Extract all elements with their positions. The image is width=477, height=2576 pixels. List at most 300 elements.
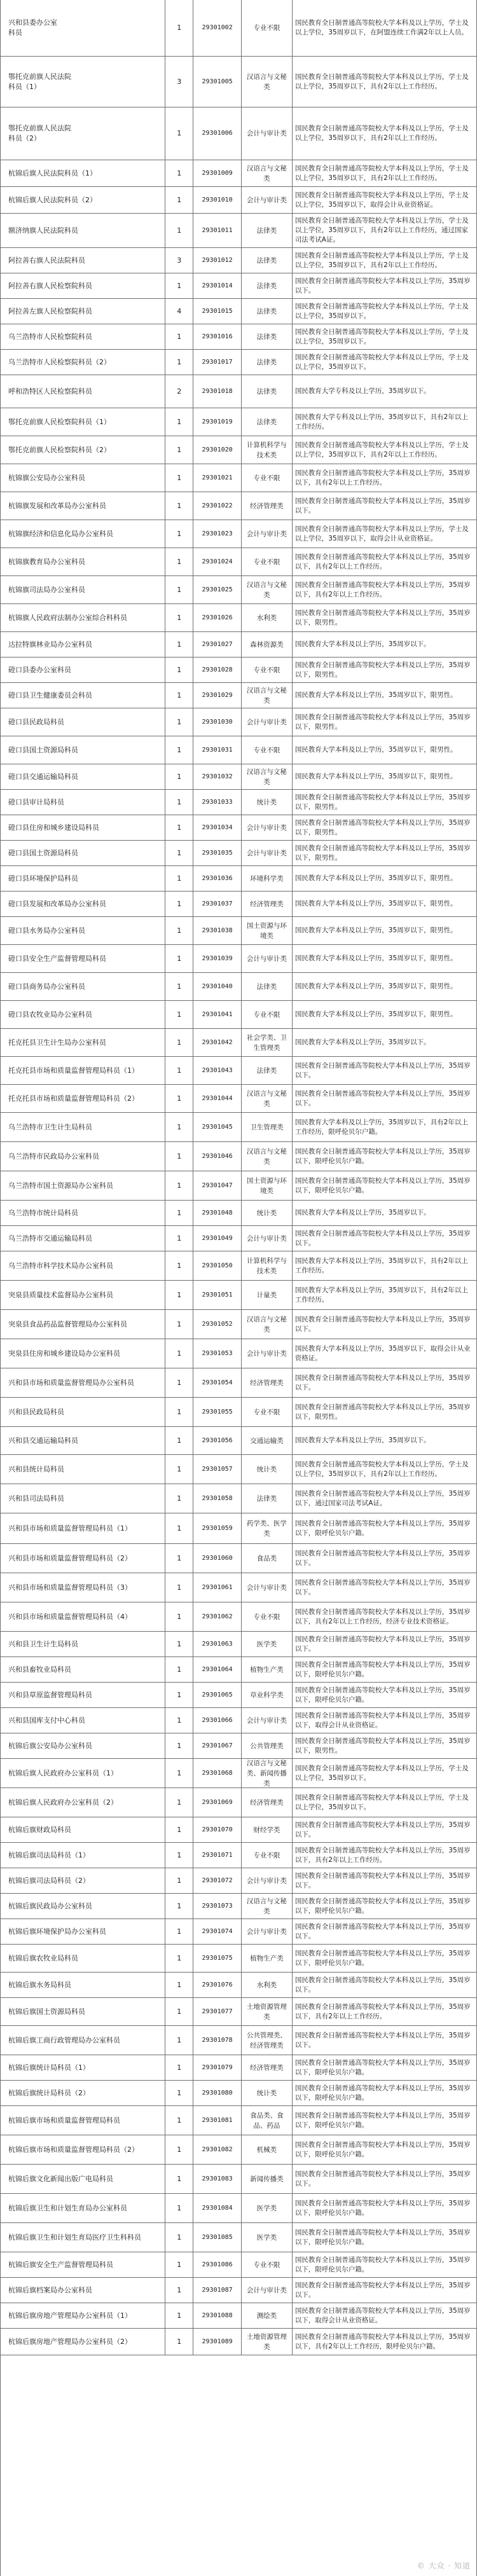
table-row [1,1544,476,1573]
major-cell: 经济管理类 [242,892,293,916]
requirements-cell: 国民教育全日制普通高等院校大学本科及以上学历，35周岁以下，限呼伦贝尔户籍。 [294,1519,471,1537]
table-row [1,0,476,57]
position-code-cell: 29301058 [193,1484,242,1513]
requirements-cell: 国民教育全日制普通高等院校大学本科及以上学历，学士及以上学位，35周岁以下，取得会计从业资格证。 [294,525,469,542]
major-cell: 水利类 [242,1973,293,1997]
headcount-cell: 1 [165,2055,193,2080]
headcount-cell: 1 [165,0,193,56]
table-row [1,1843,476,1868]
requirements-cell: 国民教育大学本科及以上学历，35周岁以下。 [294,1038,431,1046]
unit-position-cell: 突泉县质量技术监督局办公室科员 [1,1281,165,1309]
table-row [1,248,476,273]
headcount-cell: 1 [165,917,193,944]
major-cell: 法律类 [242,324,293,349]
unit-position-cell: 杭锦后旗统计局科员（2） [1,2081,165,2105]
position-code-cell: 29301033 [193,790,242,815]
requirements-cell: 国民教育全日制普通高等院校大学本科及以上学历，学士及以上学位，35周岁以下。 [294,302,469,320]
requirements-cell: 国民教育全日制普通高等院校大学本科及以上学历，35周岁以下，限呼伦贝尔户籍。 [294,2228,471,2246]
position-code-cell: 29301088 [193,2303,242,2328]
unit-position-cell: 杭锦后旗财政局科员 [1,1817,165,1842]
table-row [1,1427,476,1455]
table-row [1,214,476,248]
table-row [1,632,476,658]
position-code-cell: 29301017 [193,350,242,375]
requirements-cell: 国民教育全日制普通高等院校大学本科及以上学历，35周岁以下。 [294,1976,471,1994]
table-row [1,436,476,464]
position-code-cell: 29301068 [193,1759,242,1787]
headcount-cell: 1 [165,1544,193,1573]
headcount-cell: 1 [165,2026,193,2055]
position-code-cell: 29301043 [193,1057,242,1084]
position-code-cell: 29301076 [193,1973,242,1997]
position-code-cell: 29301087 [193,2278,242,2303]
position-code-cell: 29301070 [193,1817,242,1842]
table-row [1,1171,476,1201]
unit-position-cell: 杭锦后旗房地产管理局办公室科员（2） [1,2329,165,2355]
requirements-cell: 国民教育大学本科及以上学历，35周岁以下，具有2年以上工作经历。 [294,1286,468,1304]
headcount-cell: 1 [165,1788,193,1817]
headcount-cell: 3 [165,248,193,273]
requirements-cell: 国民教育大学专科及以上学历，35周岁以下。 [294,387,431,395]
position-code-cell: 29301039 [193,945,242,972]
major-cell: 会计与审计类 [242,708,293,736]
requirements-cell: 国民教育大学本科及以上学历，35周岁以下，限男性。 [294,900,457,907]
requirements-cell: 国民教育全日制普通高等院校大学本科及以上学历，35周岁以下，限男性。 [294,1403,471,1421]
position-code-cell: 29301064 [193,1657,242,1682]
requirements-cell: 国民教育全日制普通高等院校大学本科及以上学历，35周岁以下。 [294,2281,471,2299]
requirements-cell: 国民教育全日制普通高等院校大学本科及以上学历，35周岁以下，具有2年以上工作经历。 [294,1846,471,1864]
major-cell: 药学类、医学类 [242,1513,293,1543]
major-cell: 法律类 [242,273,293,298]
unit-position-cell: 突泉县住房和城乡建设局办公室科员 [1,1339,165,1368]
table-row [1,324,476,350]
position-code-cell: 29301037 [193,892,242,916]
table-row [1,1513,476,1544]
headcount-cell: 1 [165,548,193,575]
major-cell: 机械类 [242,2135,293,2164]
table-row [1,57,476,107]
headcount-cell: 1 [165,1632,193,1656]
unit-position-cell: 达拉特旗林业局办公室科员 [1,632,165,657]
major-cell: 汉语言与文秘类 [242,1085,293,1112]
major-cell: 法律类 [242,973,293,1000]
unit-position-cell: 兴和县卫生计生局科员 [1,1632,165,1656]
requirements-cell: 国民教育全日制普通高等院校大学本科及以上学历，35周岁以下。 [294,1315,471,1333]
position-code-cell: 29301035 [193,841,242,865]
major-cell: 统计类 [242,2081,293,2105]
requirements-cell: 国民教育全日制普通高等院校大学本科及以上学历，35周岁以下，限呼伦贝尔户籍。 [294,2084,471,2102]
requirements-cell: 国民教育全日制普通高等院校大学本科及以上学历，35周岁以下。 [294,497,471,514]
position-code-cell: 29301057 [193,1455,242,1484]
headcount-cell: 1 [165,708,193,736]
headcount-cell: 1 [165,1226,193,1251]
major-cell: 医学类 [242,2194,293,2222]
position-code-cell: 29301032 [193,764,242,789]
major-cell: 统计类 [242,790,293,815]
headcount-cell: 1 [165,2106,193,2135]
table-row [1,2135,476,2165]
requirements-cell: 国民教育全日制普通高等院校大学本科及以上学历，35周岁以下，限呼伦贝尔户籍。 [294,1949,471,1967]
unit-position-cell: 托克托县市场和质量监督管理局科员（1） [1,1057,165,1084]
position-code-cell: 29301045 [193,1113,242,1141]
position-code-cell: 29301075 [193,1945,242,1972]
position-code-cell: 29301079 [193,2055,242,2080]
major-cell: 测绘类 [242,2303,293,2328]
requirements-cell: 国民教育全日制普通高等院校大学本科及以上学历，35周岁以下。 [294,1549,471,1567]
unit-position-cell: 乌兰浩特市人民检察院科员（2） [1,350,165,375]
table-row [1,1201,476,1226]
major-cell: 会计与审计类 [242,2278,293,2303]
table-row [1,1998,476,2026]
table-row [1,2026,476,2055]
position-code-cell: 29301018 [193,375,242,408]
headcount-cell: 1 [165,1085,193,1112]
unit-position-cell: 兴和县国库支付中心科员 [1,1708,165,1733]
unit-position-cell: 杭锦后旗工商行政管理局办公室科员 [1,2026,165,2055]
unit-position-cell: 磴口县卫生健康委员会科员 [1,683,165,708]
unit-position-cell: 磴口县环境保护局科员 [1,866,165,891]
position-code-cell: 29301080 [193,2081,242,2105]
table-row [1,1398,476,1427]
position-code-cell: 29301026 [193,604,242,631]
major-cell: 法律类 [242,1484,293,1513]
headcount-cell: 1 [165,2135,193,2164]
position-code-cell: 29301006 [193,107,242,160]
unit-position-cell: 乌兰浩特市卫生计生局科员 [1,1113,165,1141]
table-row [1,1708,476,1733]
unit-position-cell: 杭锦旗公安局办公室科员 [1,464,165,492]
unit-position-cell: 杭锦后旗水务局科员 [1,1973,165,1997]
major-cell: 统计类 [242,1201,293,1225]
major-cell: 新闻传播类 [242,2165,293,2193]
requirements-cell: 国民教育全日制普通高等院校大学本科及以上学历，35周岁以下，通过国家司法考试A证。 [294,1489,471,1507]
headcount-cell: 1 [165,2278,193,2303]
requirements-cell: 国民教育全日制普通高等院校大学本科及以上学历，35周岁以下，限呼伦贝尔户籍。 [294,2256,471,2273]
headcount-cell: 1 [165,736,193,764]
table-row [1,1817,476,1843]
unit-position-cell: 额济纳旗人民法院科员 [1,214,165,247]
position-code-cell: 29301084 [193,2194,242,2222]
unit-position-cell: 杭锦后旗文化新闻出版广电局科员 [1,2165,165,2193]
requirements-cell: 国民教育全日制普通高等院校大学本科及以上学历，35周岁以下，限男性。 [294,609,471,626]
position-code-cell: 29301083 [193,2165,242,2193]
unit-position-cell: 磴口县商务局办公室科员 [1,973,165,1000]
table-row [1,2278,476,2303]
requirements-cell: 国民教育大学本科及以上学历，35周岁以下，限男性。 [294,926,457,934]
unit-position-cell: 杭锦后旗档案局办公室科员 [1,2278,165,2303]
position-code-cell: 29301086 [193,2252,242,2277]
unit-position-cell: 杭锦后旗安全生产监督管理局科员 [1,2252,165,2277]
unit-position-cell: 兴和县市场和质量监督管理局科员（4） [1,1602,165,1631]
unit-position-cell: 乌兰浩特市交通运输局科员 [1,1226,165,1251]
table-row [1,1894,476,1919]
unit-position-cell: 杭锦后旗司法局科员（1） [1,1843,165,1868]
unit-position-cell: 杭锦后旗人民法院科员（2） [1,187,165,213]
major-cell: 汉语言与文秘类 [242,57,293,107]
major-cell: 植物生产类 [242,1945,293,1972]
headcount-cell: 1 [165,1427,193,1454]
position-code-cell: 29301011 [193,214,242,247]
major-cell: 汉语言与文秘类 [242,576,293,603]
requirements-cell: 国民教育全日制普通高等院校大学本科及以上学历，学士及以上学位，35周岁以下，具有2年以上工作经历。 [294,164,469,182]
headcount-cell: 1 [165,1573,193,1602]
position-code-cell: 29301052 [193,1310,242,1339]
unit-position-cell: 兴和县司法局科员 [1,1484,165,1513]
position-code-cell: 29301036 [193,866,242,891]
unit-position-cell: 鄂托克前旗人民检察院科员（1） [1,408,165,436]
headcount-cell: 1 [165,1817,193,1842]
position-code-cell: 29301009 [193,160,242,186]
requirements-cell: 国民教育全日制普通高等院校大学本科及以上学历，35周岁以下，限呼伦贝尔户籍。 [294,2140,471,2158]
position-code-cell: 29301015 [193,299,242,324]
position-code-cell: 29301019 [193,408,242,436]
table-row [1,1919,476,1945]
table-row [1,2106,476,2135]
major-cell: 法律类 [242,408,293,436]
table-row [1,548,476,576]
unit-position-cell: 兴和县民政局科员 [1,1398,165,1426]
major-cell: 经济管理类 [242,492,293,520]
table-row [1,973,476,1001]
requirements-cell: 国民教育全日制普通高等院校大学本科及以上学历，35周岁以下，限呼伦贝尔户籍。 [294,1897,471,1915]
requirements-cell: 国民教育全日制普通高等院校大学本科及以上学历，学士及以上学位，35周岁以下，具有2年以上工作经历。 [294,125,469,142]
requirements-cell: 国民教育全日制普通高等院校大学本科及以上学历，35周岁以下，限呼伦贝尔户籍。 [294,2111,471,2129]
headcount-cell: 1 [165,866,193,891]
position-code-cell: 29301047 [193,1171,242,1200]
major-cell: 会计与审计类 [242,1339,293,1368]
requirements-cell: 国民教育全日制普通高等院校大学本科及以上学历，35周岁以下，限呼伦贝尔户籍。 [294,1686,471,1704]
table-row [1,1945,476,1973]
unit-position-cell: 杭锦后旗环境保护局办公室科员 [1,1919,165,1944]
major-cell: 汉语言与文秘类 [242,764,293,789]
requirements-cell: 国民教育全日制普通高等院校大学本科及以上学历，35周岁以下，具有2年以上工作经历。 [294,581,471,598]
table-row [1,1484,476,1513]
headcount-cell: 1 [165,1945,193,1972]
headcount-cell: 1 [165,1998,193,2025]
table-row [1,2194,476,2223]
table-row [1,658,476,683]
table-row [1,1339,476,1368]
major-cell: 汉语言与文秘类 [242,1142,293,1171]
major-cell: 法律类 [242,248,293,273]
requirements-cell: 国民教育全日制普通高等院校大学本科及以上学历，学士及以上学位，35周岁以下，在阿盟连续工作满2年以上人员。 [294,19,469,36]
table-row [1,492,476,520]
headcount-cell: 1 [165,1759,193,1787]
headcount-cell: 1 [165,1843,193,1868]
table-row [1,1085,476,1113]
unit-position-cell: 杭锦后旗人民政府办公室科员（1） [1,1759,165,1787]
position-code-cell: 29301021 [193,464,242,492]
unit-position-cell: 兴和县市场和质量监督管理局办公室科员 [1,1368,165,1397]
major-cell: 汉语言与文秘类、新闻传播类 [242,1759,293,1787]
requirements-cell: 国民教育全日制普通高等院校大学本科及以上学历，35周岁以下，具有2年以上工作经历，经济专业技术资格证。 [294,1608,471,1625]
watermark: © 大众 · 知道 [417,2561,471,2570]
headcount-cell: 1 [165,1171,193,1200]
requirements-cell: 国民教育全日制普通高等院校大学本科及以上学历，35周岁以下，限男性。 [294,661,471,678]
headcount-cell: 1 [165,1142,193,1171]
headcount-cell: 1 [165,324,193,349]
unit-position-cell: 磴口县农牧业局办公室科员 [1,1001,165,1028]
unit-position-cell: 杭锦后旗司法局科员（2） [1,1868,165,1893]
table-row [1,1632,476,1657]
major-cell: 汉语言与文秘类 [242,683,293,708]
headcount-cell: 1 [165,2194,193,2222]
unit-position-cell: 托克托县卫生计生局办公室科员 [1,1029,165,1056]
requirements-cell: 国民教育全日制普通高等院校大学本科及以上学历，学士及以上学位，35周岁以下，取得会计从业资格证。 [294,191,469,209]
requirements-cell: 国民教育全日制普通高等院校大学本科及以上学历，学士及以上学位，35周岁以下。 [294,353,469,371]
unit-position-cell: 兴和县草原监督管理局科员 [1,1683,165,1707]
table-row [1,1029,476,1057]
headcount-cell: 1 [165,1398,193,1426]
unit-position-cell: 磴口县交通运输局科员 [1,764,165,789]
table-row [1,604,476,632]
table-row [1,1657,476,1683]
requirements-cell: 国民教育大学本科及以上学历，35周岁以下，取得会计从业资格证。 [294,1344,471,1362]
position-code-cell: 29301077 [193,1998,242,2025]
headcount-cell: 1 [165,408,193,436]
major-cell: 专业不限 [242,736,293,764]
table-row [1,1733,476,1759]
requirements-cell: 国民教育全日制普通高等院校大学本科及以上学历，35周岁以下，限男性。 [294,713,471,731]
requirements-cell: 国民教育大学本科及以上学历，35周岁以下。 [294,640,431,648]
unit-position-cell: 杭锦旗人民政府法制办公室综合科科员 [1,604,165,631]
table-row [1,866,476,892]
major-cell: 土地资源管理类 [242,1998,293,2025]
requirements-cell: 国民教育全日制普通高等院校大学本科及以上学历，35周岁以下。 [294,1578,471,1596]
position-code-cell: 29301062 [193,1602,242,1631]
table-row [1,1868,476,1894]
position-code-cell: 29301044 [193,1085,242,1112]
table-row [1,2303,476,2329]
position-code-cell: 29301005 [193,57,242,107]
position-code-cell: 29301041 [193,1001,242,1028]
major-cell: 会计与审计类 [242,1708,293,1733]
major-cell: 专业不限 [242,1602,293,1631]
position-code-cell: 29301012 [193,248,242,273]
unit-position-cell: 突泉县食品药品监督管理局办公室科员 [1,1310,165,1339]
headcount-cell: 1 [165,1001,193,1028]
headcount-cell: 1 [165,1919,193,1944]
table-row [1,815,476,841]
headcount-cell: 1 [165,1368,193,1397]
major-cell: 公共管理类、经济管理类 [242,2026,293,2055]
requirements-cell: 国民教育大学本科及以上学历，35周岁以下，限男性。 [294,773,457,780]
unit-position-cell: 兴和县统计局科员 [1,1455,165,1484]
table-row [1,2329,476,2355]
unit-position-cell: 杭锦后旗市场和质量监督管理局科员 [1,2106,165,2135]
headcount-cell: 1 [165,214,193,247]
table-row [1,2252,476,2278]
requirements-cell: 国民教育大学本科及以上学历，35周岁以下，具有2年以上工作经历。 [294,1257,468,1274]
requirements-cell: 国民教育全日制普通高等院校大学本科及以上学历，35周岁以下。 [294,1821,471,1838]
position-code-cell: 29301014 [193,273,242,298]
requirements-cell: 国民教育全日制普通高等院校大学本科及以上学历，35周岁以下。 [294,1374,471,1391]
major-cell: 公共管理类 [242,1733,293,1758]
requirements-cell: 国民教育全日制普通高等院校大学本科及以上学历，35周岁以下，限男性。 [294,844,471,862]
major-cell: 森林资源类 [242,632,293,657]
headcount-cell: 1 [165,1339,193,1368]
major-cell: 会计与审计类 [242,187,293,213]
table-row [1,350,476,375]
requirements-cell: 国民教育大学本科及以上学历，35周岁以下，具有2年以上工作经历，限呼伦贝尔户籍。 [294,1118,468,1136]
table-row [1,408,476,436]
requirements-cell: 国民教育大学专科及以上学历，35周岁以下，具有2年以上工作经历。 [294,413,468,430]
unit-position-cell: 阿拉善右旗人民检察院科员 [1,273,165,298]
table-row [1,736,476,764]
requirements-cell: 国民教育全日制普通高等院校大学本科及以上学历，35周岁以下，限男性。 [294,793,471,811]
position-code-cell: 29301069 [193,1788,242,1817]
unit-position-cell: 乌兰浩特市统计局科员 [1,1201,165,1225]
major-cell: 草业科学类 [242,1683,293,1707]
position-code-cell: 29301066 [193,1708,242,1733]
headcount-cell: 1 [165,492,193,520]
major-cell: 汉语言与文秘类 [242,1894,293,1918]
headcount-cell: 1 [165,790,193,815]
major-cell: 会计与审计类 [242,945,293,972]
table-row [1,708,476,736]
table-row [1,1455,476,1484]
requirements-cell: 国民教育全日制普通高等院校大学本科及以上学历，学士及以上学位，35周岁以下，具有2年以上工作经历。 [294,72,469,90]
position-code-cell: 29301085 [193,2223,242,2252]
unit-position-cell: 杭锦后旗市场和质量监督管理局科员（2） [1,2135,165,2164]
position-code-cell: 29301024 [193,548,242,575]
table-row [1,576,476,604]
unit-position-cell: 杭锦旗司法局办公室科员 [1,576,165,603]
requirements-cell: 国民教育全日制普通高等院校大学本科及以上学历，35周岁以下，限呼伦贝尔户籍。 [294,1147,471,1165]
unit-position-cell: 乌兰浩特市民政局办公室科员 [1,1142,165,1171]
major-cell: 环境科学类 [242,866,293,891]
position-code-cell: 29301025 [193,576,242,603]
requirements-cell: 国民教育全日制普通高等院校大学本科及以上学历，35周岁以下，具有2年以上工作经历。 [294,553,471,570]
requirements-cell: 国民教育大学本科及以上学历，35周岁以下。 [294,1209,431,1216]
headcount-cell: 1 [165,160,193,186]
position-code-cell: 29301074 [193,1919,242,1944]
major-cell: 水利类 [242,604,293,631]
headcount-cell: 1 [165,520,193,548]
major-cell: 植物生产类 [242,1657,293,1682]
table-row [1,1368,476,1398]
headcount-cell: 1 [165,1455,193,1484]
major-cell: 专业不限 [242,1843,293,1868]
position-code-cell: 29301010 [193,187,242,213]
position-code-cell: 29301020 [193,436,242,464]
headcount-cell: 1 [165,2165,193,2193]
major-cell: 法律类 [242,375,293,408]
headcount-cell: 1 [165,1894,193,1918]
headcount-cell: 1 [165,841,193,865]
major-cell: 汉语言与文秘类 [242,160,293,186]
headcount-cell: 1 [165,632,193,657]
headcount-cell: 1 [165,973,193,1000]
major-cell: 土地资源管理类 [242,2329,293,2355]
major-cell: 专业不限 [242,658,293,682]
position-code-cell: 29301059 [193,1513,242,1543]
table-row [1,1573,476,1602]
major-cell: 医学类 [242,1632,293,1656]
requirements-cell: 国民教育大学本科及以上学历，35周岁以下。 [294,1436,431,1444]
table-row [1,1251,476,1281]
major-cell: 会计与审计类 [242,107,293,160]
table-row [1,375,476,408]
major-cell: 专业不限 [242,1398,293,1426]
unit-position-cell: 兴和县市场和质量监督管理局科员（3） [1,1573,165,1602]
headcount-cell: 1 [165,1657,193,1682]
headcount-cell: 1 [165,1310,193,1339]
position-code-cell: 29301063 [193,1632,242,1656]
requirements-cell: 国民教育全日制普通高等院校大学本科及以上学历，35周岁以下，限呼伦贝尔户籍。 [294,2058,471,2076]
headcount-cell: 1 [165,1602,193,1631]
table-row [1,520,476,548]
